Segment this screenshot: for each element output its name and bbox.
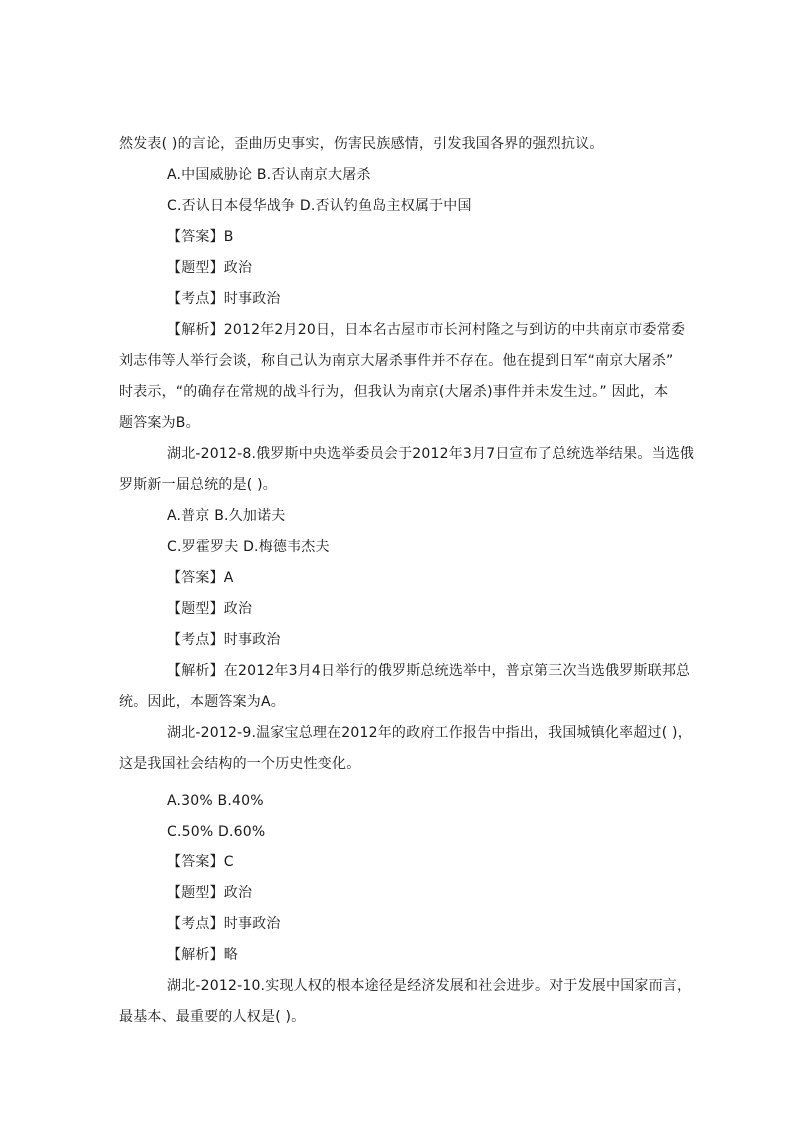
question-10-stem: 湖北-2012-10.实现人权的根本途径是经济发展和社会进步。对于发展中国家而言， bbox=[167, 978, 692, 994]
question-9-topic: 【考点】时事政治 bbox=[167, 916, 281, 932]
question-7-options-c-d: C.否认日本侵华战争 D.否认钓鱼岛主权属于中国 bbox=[167, 198, 472, 214]
question-7-analysis-line-2: 刘志伟等人举行会谈，称自己认为南京大屠杀事件并不存在。他在提到日军“南京大屠杀” bbox=[119, 353, 674, 369]
question-7-type: 【题型】政治 bbox=[167, 260, 253, 276]
question-8-type: 【题型】政治 bbox=[167, 601, 253, 617]
question-8-options-c-d: C.罗霍罗夫 D.梅德韦杰夫 bbox=[167, 539, 330, 555]
question-9-stem-line-2: 这是我国社会结构的一个历史性变化。 bbox=[119, 756, 361, 772]
question-9-answer: 【答案】C bbox=[167, 854, 234, 870]
question-8-options-a-b: A.普京 B.久加诺夫 bbox=[167, 508, 286, 524]
question-8-stem-line-2: 罗斯新一届总统的是( )。 bbox=[119, 477, 277, 493]
question-8-analysis-line-2: 统。因此，本题答案为A。 bbox=[119, 694, 285, 710]
question-7-stem-continued: 然发表( )的言论，歪曲历史事实，伤害民族感情，引发我国各界的强烈抗议。 bbox=[119, 136, 604, 152]
question-9-options-a-b: A.30% B.40% bbox=[167, 793, 264, 809]
question-8-answer: 【答案】A bbox=[167, 570, 234, 586]
question-8-topic: 【考点】时事政治 bbox=[167, 632, 281, 648]
question-7-options-a-b: A.中国威胁论 B.否认南京大屠杀 bbox=[167, 167, 371, 183]
question-7-analysis: 【解析】2012年2月20日，日本名古屋市市长河村隆之与到访的中共南京市委常委 bbox=[167, 322, 686, 338]
question-7-analysis-line-3: 时表示，“的确存在常规的战斗行为，但我认为南京(大屠杀)事件并未发生过。” 因此，本 bbox=[119, 384, 669, 400]
question-9-options-c-d: C.50% D.60% bbox=[167, 824, 266, 840]
question-7-answer: 【答案】B bbox=[167, 229, 234, 245]
question-7-analysis-line-4: 题答案为B。 bbox=[119, 415, 200, 431]
question-9-stem: 湖北-2012-9.温家宝总理在2012年的政府工作报告中指出，我国城镇化率超过( )， bbox=[167, 725, 692, 741]
question-9-type: 【题型】政治 bbox=[167, 885, 253, 901]
question-8-stem: 湖北-2012-8.俄罗斯中央选举委员会于2012年3月7日宣布了总统选举结果。当选俄 bbox=[167, 446, 695, 462]
question-9-analysis: 【解析】略 bbox=[167, 947, 238, 963]
question-10-stem-line-2: 最基本、最重要的人权是( )。 bbox=[119, 1009, 306, 1025]
question-7-topic: 【考点】时事政治 bbox=[167, 291, 281, 307]
question-8-analysis: 【解析】在2012年3月4日举行的俄罗斯总统选举中，普京第三次当选俄罗斯联邦总 bbox=[167, 663, 691, 679]
